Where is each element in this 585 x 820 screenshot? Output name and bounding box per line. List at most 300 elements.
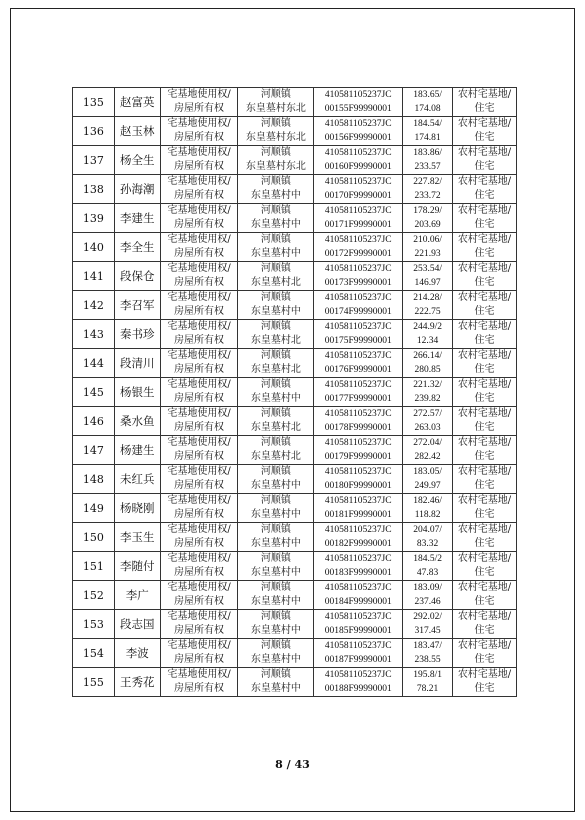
right-type-cell-line: 房屋所有权 — [174, 364, 225, 375]
land-use-cell-line: 农村宅基地/ — [457, 234, 512, 245]
table-row — [73, 465, 517, 494]
records-table — [72, 87, 517, 697]
unit-code-cell-line: 00170F99990001 — [324, 191, 392, 201]
right-type-cell-line: 房屋所有权 — [174, 132, 225, 143]
location-cell-line: 河顺镇 — [260, 176, 291, 187]
unit-code-cell — [314, 88, 403, 117]
right-type-cell-line: 房屋所有权 — [174, 248, 225, 259]
unit-code-cell-line: 00156F99990001 — [324, 133, 392, 143]
right-type-cell — [160, 523, 238, 552]
unit-code-cell-line: 410581105237JC — [324, 554, 392, 564]
land-use-cell-line: 住宅 — [474, 132, 495, 143]
owner-name-cell: 李召军 — [114, 291, 160, 320]
land-use-cell — [453, 639, 517, 668]
land-use-cell-line: 农村宅基地/ — [457, 89, 512, 100]
unit-code-cell-line: 00180F99990001 — [324, 481, 392, 491]
right-type-cell — [160, 407, 238, 436]
unit-code-cell-line: 00177F99990001 — [324, 394, 392, 404]
area-cell-line: 203.69 — [414, 220, 441, 230]
area-cell-line: 221.93 — [414, 249, 441, 259]
row-number-cell: 150 — [73, 523, 115, 552]
unit-code-cell-line: 00174F99990001 — [324, 307, 392, 317]
unit-code-cell — [314, 610, 403, 639]
location-cell-line: 东皇墓村中 — [250, 480, 301, 491]
right-type-cell — [160, 378, 238, 407]
table-row — [73, 581, 517, 610]
unit-code-cell-line: 00185F99990001 — [324, 626, 392, 636]
area-cell-line: 146.97 — [414, 278, 441, 288]
right-type-cell-line: 房屋所有权 — [174, 422, 225, 433]
area-cell-line: 210.06/ — [413, 235, 442, 245]
location-cell-line: 河顺镇 — [260, 408, 291, 419]
right-type-cell-line: 房屋所有权 — [174, 306, 225, 317]
unit-code-cell — [314, 494, 403, 523]
land-use-cell-line: 住宅 — [474, 683, 495, 694]
unit-code-cell-line: 410581105237JC — [324, 148, 392, 158]
row-number-cell: 135 — [73, 88, 115, 117]
unit-code-cell-line: 410581105237JC — [324, 264, 392, 274]
row-number-cell: 147 — [73, 436, 115, 465]
land-use-cell-line: 住宅 — [474, 480, 495, 491]
right-type-cell-line: 房屋所有权 — [174, 219, 225, 230]
location-cell-line: 河顺镇 — [260, 582, 291, 593]
land-use-cell-line: 农村宅基地/ — [457, 524, 512, 535]
land-use-cell-line: 农村宅基地/ — [457, 292, 512, 303]
unit-code-cell-line: 410581105237JC — [324, 583, 392, 593]
row-number-cell: 152 — [73, 581, 115, 610]
land-use-cell-line: 农村宅基地/ — [457, 553, 512, 564]
area-cell — [403, 262, 453, 291]
unit-code-cell-line: 410581105237JC — [324, 409, 392, 419]
area-cell-line: 233.72 — [414, 191, 441, 201]
unit-code-cell — [314, 262, 403, 291]
area-cell — [403, 349, 453, 378]
owner-name-cell: 赵玉林 — [114, 117, 160, 146]
area-cell-line: 174.81 — [414, 133, 441, 143]
owner-name-cell: 王秀花 — [114, 668, 160, 697]
unit-code-cell-line: 410581105237JC — [324, 670, 392, 680]
right-type-cell-line: 宅基地使用权/ — [167, 263, 231, 274]
row-number-cell: 141 — [73, 262, 115, 291]
row-number-cell: 139 — [73, 204, 115, 233]
area-cell-line: 83.32 — [416, 539, 439, 549]
owner-name-cell: 杨建生 — [114, 436, 160, 465]
location-cell — [238, 378, 314, 407]
location-cell-line: 河顺镇 — [260, 640, 291, 651]
location-cell-line: 河顺镇 — [260, 669, 291, 680]
location-cell-line: 河顺镇 — [260, 524, 291, 535]
area-cell-line: 182.46/ — [413, 496, 442, 506]
land-use-cell-line: 住宅 — [474, 654, 495, 665]
unit-code-cell-line: 00188F99990001 — [324, 684, 392, 694]
area-cell-line: 118.82 — [414, 510, 441, 520]
location-cell — [238, 291, 314, 320]
owner-name-cell: 未红兵 — [114, 465, 160, 494]
table-row — [73, 262, 517, 291]
row-number-cell: 144 — [73, 349, 115, 378]
right-type-cell — [160, 465, 238, 494]
unit-code-cell-line: 410581105237JC — [324, 641, 392, 651]
location-cell-line: 河顺镇 — [260, 234, 291, 245]
land-use-cell-line: 农村宅基地/ — [457, 379, 512, 390]
unit-code-cell — [314, 175, 403, 204]
table-row — [73, 552, 517, 581]
location-cell — [238, 465, 314, 494]
location-cell-line: 东皇墓村中 — [250, 306, 301, 317]
land-use-cell-line: 农村宅基地/ — [457, 582, 512, 593]
location-cell — [238, 262, 314, 291]
table-row — [73, 494, 517, 523]
area-cell-line: 244.9/2 — [413, 322, 442, 332]
unit-code-cell-line: 00176F99990001 — [324, 365, 392, 375]
area-cell — [403, 320, 453, 349]
location-cell-line: 东皇墓村中 — [250, 654, 301, 665]
location-cell-line: 东皇墓村中 — [250, 625, 301, 636]
land-use-cell-line: 住宅 — [474, 190, 495, 201]
location-cell — [238, 523, 314, 552]
location-cell — [238, 88, 314, 117]
location-cell-line: 河顺镇 — [260, 321, 291, 332]
area-cell-line: 47.83 — [416, 568, 439, 578]
right-type-cell-line: 房屋所有权 — [174, 538, 225, 549]
location-cell-line: 河顺镇 — [260, 466, 291, 477]
unit-code-cell-line: 00187F99990001 — [324, 655, 392, 665]
area-cell — [403, 291, 453, 320]
owner-name-cell: 杨晓刚 — [114, 494, 160, 523]
right-type-cell — [160, 291, 238, 320]
right-type-cell-line: 宅基地使用权/ — [167, 524, 231, 535]
location-cell-line: 东皇墓村中 — [250, 219, 301, 230]
table-row — [73, 233, 517, 262]
area-cell-line: 183.09/ — [413, 583, 442, 593]
location-cell-line: 河顺镇 — [260, 89, 291, 100]
land-use-cell-line: 农村宅基地/ — [457, 640, 512, 651]
right-type-cell-line: 宅基地使用权/ — [167, 553, 231, 564]
location-cell — [238, 552, 314, 581]
location-cell — [238, 204, 314, 233]
right-type-cell — [160, 262, 238, 291]
unit-code-cell-line: 00160F99990001 — [324, 162, 392, 172]
right-type-cell-line: 宅基地使用权/ — [167, 118, 231, 129]
area-cell-line: 183.65/ — [413, 90, 442, 100]
location-cell-line: 东皇墓村北 — [250, 364, 301, 375]
page-number: 8 / 43 — [275, 758, 310, 771]
right-type-cell — [160, 175, 238, 204]
area-cell — [403, 407, 453, 436]
table-row — [73, 523, 517, 552]
land-use-cell-line: 农村宅基地/ — [457, 437, 512, 448]
table-row — [73, 146, 517, 175]
unit-code-cell — [314, 204, 403, 233]
unit-code-cell-line: 410581105237JC — [324, 496, 392, 506]
unit-code-cell-line: 410581105237JC — [324, 467, 392, 477]
right-type-cell — [160, 117, 238, 146]
owner-name-cell: 李随付 — [114, 552, 160, 581]
location-cell — [238, 407, 314, 436]
unit-code-cell-line: 410581105237JC — [324, 322, 392, 332]
right-type-cell-line: 宅基地使用权/ — [167, 292, 231, 303]
location-cell-line: 东皇墓村东北 — [245, 132, 306, 143]
location-cell-line: 东皇墓村北 — [250, 277, 301, 288]
location-cell-line: 河顺镇 — [260, 437, 291, 448]
unit-code-cell — [314, 436, 403, 465]
area-cell-line: 221.32/ — [413, 380, 442, 390]
unit-code-cell-line: 410581105237JC — [324, 351, 392, 361]
land-use-cell — [453, 88, 517, 117]
right-type-cell-line: 房屋所有权 — [174, 103, 225, 114]
right-type-cell-line: 宅基地使用权/ — [167, 466, 231, 477]
land-use-cell-line: 农村宅基地/ — [457, 669, 512, 680]
area-cell-line: 239.82 — [414, 394, 441, 404]
land-use-cell-line: 农村宅基地/ — [457, 495, 512, 506]
owner-name-cell: 桑水鱼 — [114, 407, 160, 436]
right-type-cell — [160, 494, 238, 523]
location-cell — [238, 320, 314, 349]
right-type-cell-line: 房屋所有权 — [174, 654, 225, 665]
owner-name-cell: 段保仓 — [114, 262, 160, 291]
right-type-cell-line: 宅基地使用权/ — [167, 321, 231, 332]
right-type-cell-line: 宅基地使用权/ — [167, 437, 231, 448]
right-type-cell-line: 宅基地使用权/ — [167, 147, 231, 158]
right-type-cell-line: 宅基地使用权/ — [167, 611, 231, 622]
area-cell — [403, 639, 453, 668]
right-type-cell-line: 宅基地使用权/ — [167, 350, 231, 361]
unit-code-cell-line: 410581105237JC — [324, 293, 392, 303]
land-use-cell-line: 住宅 — [474, 451, 495, 462]
owner-name-cell: 杨银生 — [114, 378, 160, 407]
area-cell-line: 280.85 — [414, 365, 441, 375]
land-use-cell — [453, 146, 517, 175]
unit-code-cell-line: 00184F99990001 — [324, 597, 392, 607]
area-cell-line: 317.45 — [414, 626, 441, 636]
land-use-cell-line: 农村宅基地/ — [457, 118, 512, 129]
location-cell-line: 东皇墓村中 — [250, 538, 301, 549]
unit-code-cell — [314, 552, 403, 581]
land-use-cell — [453, 581, 517, 610]
area-cell — [403, 175, 453, 204]
right-type-cell — [160, 436, 238, 465]
location-cell-line: 东皇墓村东北 — [245, 103, 306, 114]
area-cell-line: 222.75 — [414, 307, 441, 317]
land-use-cell — [453, 552, 517, 581]
area-cell — [403, 552, 453, 581]
land-use-cell-line: 住宅 — [474, 219, 495, 230]
table-row — [73, 349, 517, 378]
area-cell-line: 204.07/ — [413, 525, 442, 535]
land-use-cell-line: 住宅 — [474, 103, 495, 114]
location-cell — [238, 146, 314, 175]
table-row — [73, 668, 517, 697]
right-type-cell-line: 房屋所有权 — [174, 683, 225, 694]
area-cell-line: 237.46 — [414, 597, 441, 607]
unit-code-cell-line: 410581105237JC — [324, 380, 392, 390]
unit-code-cell-line: 410581105237JC — [324, 90, 392, 100]
owner-name-cell: 李全生 — [114, 233, 160, 262]
row-number-cell: 149 — [73, 494, 115, 523]
unit-code-cell — [314, 117, 403, 146]
land-use-cell-line: 住宅 — [474, 364, 495, 375]
unit-code-cell — [314, 146, 403, 175]
unit-code-cell-line: 00178F99990001 — [324, 423, 392, 433]
land-use-cell — [453, 262, 517, 291]
area-cell-line: 238.55 — [414, 655, 441, 665]
row-number-cell: 138 — [73, 175, 115, 204]
land-use-cell-line: 农村宅基地/ — [457, 205, 512, 216]
unit-code-cell-line: 410581105237JC — [324, 438, 392, 448]
table-row — [73, 291, 517, 320]
location-cell-line: 东皇墓村北 — [250, 422, 301, 433]
owner-name-cell: 赵富英 — [114, 88, 160, 117]
unit-code-cell — [314, 639, 403, 668]
land-use-cell-line: 农村宅基地/ — [457, 350, 512, 361]
unit-code-cell-line: 410581105237JC — [324, 525, 392, 535]
area-cell — [403, 494, 453, 523]
land-use-cell — [453, 523, 517, 552]
area-cell — [403, 581, 453, 610]
location-cell-line: 河顺镇 — [260, 205, 291, 216]
land-use-cell — [453, 175, 517, 204]
right-type-cell-line: 房屋所有权 — [174, 335, 225, 346]
unit-code-cell — [314, 465, 403, 494]
right-type-cell-line: 宅基地使用权/ — [167, 379, 231, 390]
unit-code-cell-line: 410581105237JC — [324, 119, 392, 129]
right-type-cell-line: 宅基地使用权/ — [167, 205, 231, 216]
land-use-cell-line: 农村宅基地/ — [457, 321, 512, 332]
owner-name-cell: 杨全生 — [114, 146, 160, 175]
area-cell — [403, 436, 453, 465]
land-use-cell-line: 农村宅基地/ — [457, 466, 512, 477]
location-cell — [238, 639, 314, 668]
row-number-cell: 148 — [73, 465, 115, 494]
area-cell-line: 263.03 — [414, 423, 441, 433]
location-cell-line: 河顺镇 — [260, 147, 291, 158]
row-number-cell: 137 — [73, 146, 115, 175]
area-cell — [403, 204, 453, 233]
table-row — [73, 378, 517, 407]
area-cell-line: 227.82/ — [413, 177, 442, 187]
right-type-cell-line: 宅基地使用权/ — [167, 89, 231, 100]
land-use-cell-line: 住宅 — [474, 161, 495, 172]
table-row — [73, 88, 517, 117]
land-use-cell-line: 住宅 — [474, 509, 495, 520]
location-cell-line: 东皇墓村北 — [250, 451, 301, 462]
area-cell — [403, 465, 453, 494]
location-cell — [238, 581, 314, 610]
location-cell — [238, 233, 314, 262]
owner-name-cell: 李建生 — [114, 204, 160, 233]
right-type-cell-line: 宅基地使用权/ — [167, 582, 231, 593]
area-cell — [403, 523, 453, 552]
land-use-cell — [453, 233, 517, 262]
area-cell-line: 266.14/ — [413, 351, 442, 361]
right-type-cell-line: 宅基地使用权/ — [167, 408, 231, 419]
area-cell-line: 214.28/ — [413, 293, 442, 303]
unit-code-cell-line: 410581105237JC — [324, 206, 392, 216]
right-type-cell-line: 房屋所有权 — [174, 161, 225, 172]
row-number-cell: 151 — [73, 552, 115, 581]
area-cell-line: 272.57/ — [413, 409, 442, 419]
records-body — [73, 88, 517, 697]
land-use-cell — [453, 465, 517, 494]
location-cell-line: 河顺镇 — [260, 350, 291, 361]
table-row — [73, 117, 517, 146]
land-use-cell-line: 农村宅基地/ — [457, 263, 512, 274]
land-use-cell — [453, 668, 517, 697]
land-use-cell-line: 住宅 — [474, 335, 495, 346]
right-type-cell-line: 房屋所有权 — [174, 451, 225, 462]
table-row — [73, 175, 517, 204]
location-cell-line: 东皇墓村东北 — [245, 161, 306, 172]
location-cell-line: 河顺镇 — [260, 379, 291, 390]
row-number-cell: 136 — [73, 117, 115, 146]
location-cell-line: 东皇墓村中 — [250, 190, 301, 201]
right-type-cell-line: 房屋所有权 — [174, 277, 225, 288]
owner-name-cell: 李广 — [114, 581, 160, 610]
right-type-cell — [160, 639, 238, 668]
unit-code-cell — [314, 407, 403, 436]
unit-code-cell — [314, 320, 403, 349]
area-cell — [403, 146, 453, 175]
owner-name-cell: 李波 — [114, 639, 160, 668]
area-cell-line: 195.8/1 — [413, 670, 442, 680]
right-type-cell — [160, 146, 238, 175]
land-use-cell-line: 农村宅基地/ — [457, 408, 512, 419]
owner-name-cell: 孙海潮 — [114, 175, 160, 204]
right-type-cell-line: 宅基地使用权/ — [167, 176, 231, 187]
location-cell-line: 河顺镇 — [260, 292, 291, 303]
unit-code-cell-line: 00172F99990001 — [324, 249, 392, 259]
location-cell — [238, 349, 314, 378]
location-cell-line: 东皇墓村北 — [250, 335, 301, 346]
land-use-cell — [453, 320, 517, 349]
row-number-cell: 154 — [73, 639, 115, 668]
area-cell-line: 184.5/2 — [413, 554, 442, 564]
location-cell — [238, 610, 314, 639]
row-number-cell: 142 — [73, 291, 115, 320]
right-type-cell-line: 宅基地使用权/ — [167, 640, 231, 651]
land-use-cell — [453, 494, 517, 523]
unit-code-cell — [314, 581, 403, 610]
location-cell-line: 东皇墓村中 — [250, 683, 301, 694]
location-cell-line: 河顺镇 — [260, 263, 291, 274]
area-cell-line: 183.47/ — [413, 641, 442, 651]
row-number-cell: 140 — [73, 233, 115, 262]
land-use-cell-line: 住宅 — [474, 422, 495, 433]
land-use-cell — [453, 349, 517, 378]
area-cell — [403, 610, 453, 639]
area-cell-line: 249.97 — [414, 481, 441, 491]
table-row — [73, 320, 517, 349]
land-use-cell-line: 农村宅基地/ — [457, 147, 512, 158]
land-use-cell — [453, 378, 517, 407]
table-row — [73, 407, 517, 436]
row-number-cell: 143 — [73, 320, 115, 349]
unit-code-cell-line: 00181F99990001 — [324, 510, 392, 520]
right-type-cell — [160, 204, 238, 233]
land-use-cell — [453, 291, 517, 320]
location-cell-line: 河顺镇 — [260, 118, 291, 129]
land-use-cell-line: 住宅 — [474, 393, 495, 404]
unit-code-cell-line: 00175F99990001 — [324, 336, 392, 346]
unit-code-cell — [314, 668, 403, 697]
right-type-cell-line: 房屋所有权 — [174, 567, 225, 578]
land-use-cell-line: 农村宅基地/ — [457, 611, 512, 622]
right-type-cell — [160, 233, 238, 262]
area-cell-line: 174.08 — [414, 104, 441, 114]
row-number-cell: 155 — [73, 668, 115, 697]
land-use-cell — [453, 436, 517, 465]
area-cell-line: 233.57 — [414, 162, 441, 172]
